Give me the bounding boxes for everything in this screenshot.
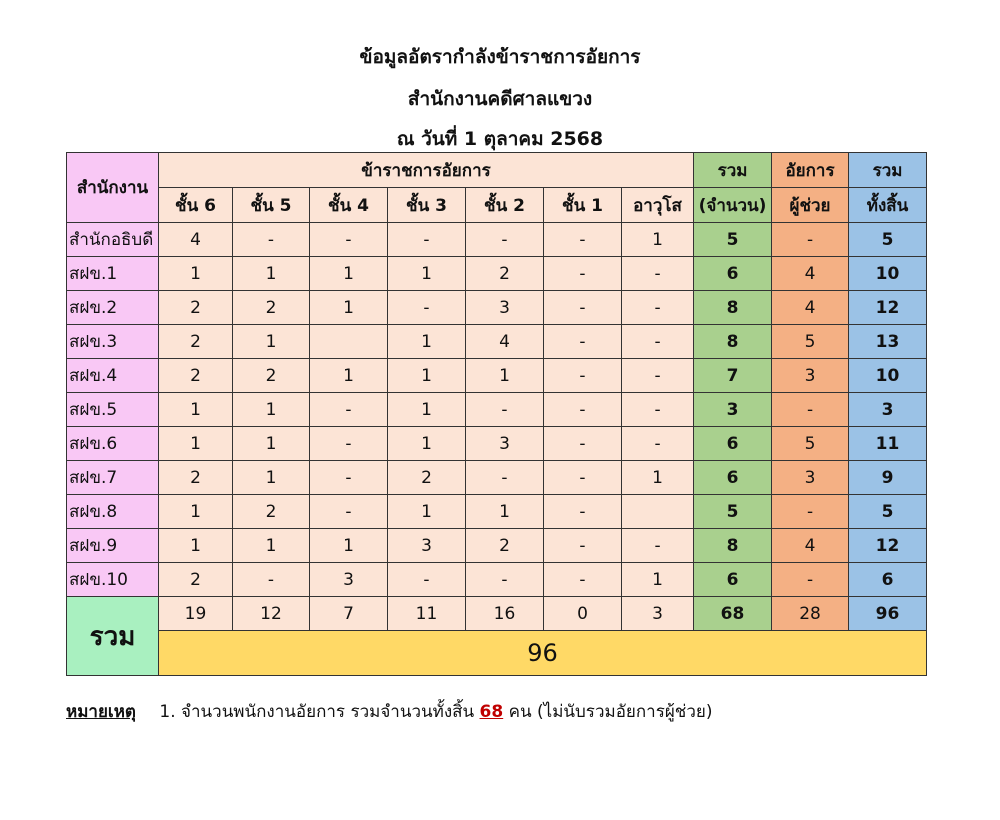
- level-count: 2: [466, 529, 544, 563]
- row-grand-total: 5: [849, 495, 927, 529]
- level-count: 2: [159, 325, 233, 359]
- page-subtitle: สำนักงานคดีศาลแขวง: [407, 88, 593, 110]
- assistant-count: 5: [772, 427, 849, 461]
- level-count: -: [622, 291, 694, 325]
- level-count: 1: [310, 359, 388, 393]
- row-grand-total: 12: [849, 291, 927, 325]
- sum-total: 68: [694, 597, 772, 631]
- level-count: [622, 495, 694, 529]
- header-total-line1: รวม: [694, 153, 772, 188]
- row-total: 5: [694, 495, 772, 529]
- header-level: ชั้น 4: [310, 188, 388, 223]
- level-count: 1: [388, 359, 466, 393]
- level-count: -: [310, 393, 388, 427]
- level-count: 1: [233, 393, 310, 427]
- footnote-label: หมายเหตุ: [66, 702, 136, 722]
- level-total: 0: [544, 597, 622, 631]
- header-level: ชั้น 5: [233, 188, 310, 223]
- office-name: สฝข.7: [67, 461, 159, 495]
- level-count: -: [466, 393, 544, 427]
- level-total: 12: [233, 597, 310, 631]
- header-level: ชั้น 3: [388, 188, 466, 223]
- overall-total: 96: [159, 631, 927, 676]
- level-count: 1: [388, 257, 466, 291]
- assistant-count: -: [772, 563, 849, 597]
- level-count: -: [622, 427, 694, 461]
- table-row: [67, 427, 927, 461]
- table-row: [67, 257, 927, 291]
- level-count: 1: [466, 495, 544, 529]
- level-count: -: [622, 393, 694, 427]
- table-row: [67, 563, 927, 597]
- level-count: -: [388, 291, 466, 325]
- row-grand-total: 12: [849, 529, 927, 563]
- row-total: 6: [694, 257, 772, 291]
- level-count: 4: [466, 325, 544, 359]
- level-count: -: [544, 359, 622, 393]
- row-total: 8: [694, 529, 772, 563]
- row-grand-total: 10: [849, 257, 927, 291]
- level-count: 1: [233, 461, 310, 495]
- table-row: [67, 223, 927, 257]
- assistant-count: -: [772, 393, 849, 427]
- level-count: 1: [159, 495, 233, 529]
- row-total: 7: [694, 359, 772, 393]
- row-total: 8: [694, 325, 772, 359]
- table-row: [67, 461, 927, 495]
- overall-row: [67, 631, 927, 676]
- row-total: 3: [694, 393, 772, 427]
- level-count: 2: [233, 291, 310, 325]
- footnote-number: 68: [479, 702, 504, 722]
- level-count: -: [544, 461, 622, 495]
- table-row: [67, 529, 927, 563]
- totals-label: รวม: [67, 597, 159, 676]
- level-count: -: [544, 223, 622, 257]
- totals-row: [67, 597, 927, 631]
- office-name: สฝข.3: [67, 325, 159, 359]
- level-count: -: [544, 325, 622, 359]
- row-total: 6: [694, 461, 772, 495]
- level-total: 11: [388, 597, 466, 631]
- level-count: -: [544, 563, 622, 597]
- level-count: 2: [159, 563, 233, 597]
- level-count: -: [310, 461, 388, 495]
- level-count: 1: [310, 291, 388, 325]
- level-count: -: [622, 257, 694, 291]
- level-count: 1: [310, 529, 388, 563]
- level-count: 3: [310, 563, 388, 597]
- level-count: 1: [388, 427, 466, 461]
- row-total: 5: [694, 223, 772, 257]
- table-row: [67, 393, 927, 427]
- level-count: -: [388, 563, 466, 597]
- row-total: 6: [694, 563, 772, 597]
- level-count: 3: [466, 427, 544, 461]
- level-count: -: [544, 257, 622, 291]
- level-count: -: [310, 223, 388, 257]
- level-count: 3: [388, 529, 466, 563]
- level-count: 2: [159, 461, 233, 495]
- level-count: -: [622, 359, 694, 393]
- level-count: -: [466, 461, 544, 495]
- footnote: [66, 698, 712, 725]
- office-name: สฝข.2: [67, 291, 159, 325]
- header-total-line2: (จำนวน): [694, 188, 772, 223]
- header-prosecutors: ข้าราชการอัยการ: [159, 153, 694, 188]
- level-count: 1: [159, 427, 233, 461]
- office-name: สฝข.1: [67, 257, 159, 291]
- office-name: สำนักอธิบดี: [67, 223, 159, 257]
- table-row: [67, 359, 927, 393]
- level-count: 1: [159, 257, 233, 291]
- level-count: -: [310, 495, 388, 529]
- level-count: 2: [466, 257, 544, 291]
- row-grand-total: 6: [849, 563, 927, 597]
- header-level: ชั้น 1: [544, 188, 622, 223]
- level-count: -: [544, 495, 622, 529]
- level-count: -: [622, 529, 694, 563]
- level-count: 1: [388, 325, 466, 359]
- page-date: ณ วันที่ 1 ตุลาคม 2568: [396, 128, 604, 150]
- level-count: 1: [622, 461, 694, 495]
- level-count: 2: [233, 495, 310, 529]
- footnote-text-after: คน (ไม่นับรวมอัยการผู้ช่วย): [508, 702, 713, 722]
- header-assistant-line2: ผู้ช่วย: [772, 188, 849, 223]
- level-count: 1: [233, 257, 310, 291]
- level-count: 1: [233, 325, 310, 359]
- level-count: 2: [159, 291, 233, 325]
- level-count: 1: [622, 563, 694, 597]
- level-count: -: [466, 223, 544, 257]
- level-count: 1: [388, 495, 466, 529]
- level-count: 1: [233, 427, 310, 461]
- assistant-count: 4: [772, 529, 849, 563]
- staffing-table: [66, 152, 927, 676]
- level-total: 16: [466, 597, 544, 631]
- table-row: [67, 325, 927, 359]
- office-name: สฝข.9: [67, 529, 159, 563]
- level-count: -: [233, 223, 310, 257]
- level-total: 19: [159, 597, 233, 631]
- office-name: สฝข.6: [67, 427, 159, 461]
- row-grand-total: 5: [849, 223, 927, 257]
- level-count: 2: [388, 461, 466, 495]
- level-count: 3: [466, 291, 544, 325]
- assistant-count: 4: [772, 291, 849, 325]
- assistant-count: 5: [772, 325, 849, 359]
- level-count: 1: [159, 393, 233, 427]
- level-count: -: [388, 223, 466, 257]
- level-count: -: [544, 291, 622, 325]
- header-level: ชั้น 6: [159, 188, 233, 223]
- level-count: 1: [466, 359, 544, 393]
- row-grand-total: 11: [849, 427, 927, 461]
- row-grand-total: 10: [849, 359, 927, 393]
- row-grand-total: 9: [849, 461, 927, 495]
- assistant-count: 3: [772, 461, 849, 495]
- level-count: -: [466, 563, 544, 597]
- header-office: สำนักงาน: [67, 153, 159, 223]
- footnote-text: 1. จำนวนพนักงานอัยการ รวมจำนวนทั้งสิ้น: [159, 702, 475, 722]
- level-count: 1: [310, 257, 388, 291]
- level-count: 1: [388, 393, 466, 427]
- level-count: -: [544, 393, 622, 427]
- level-count: 1: [159, 529, 233, 563]
- assistant-count: -: [772, 223, 849, 257]
- level-count: 1: [622, 223, 694, 257]
- header-level: ชั้น 2: [466, 188, 544, 223]
- office-name: สฝข.5: [67, 393, 159, 427]
- level-count: -: [233, 563, 310, 597]
- assistant-count: 3: [772, 359, 849, 393]
- level-count: -: [544, 529, 622, 563]
- header-grand-line2: ทั้งสิ้น: [849, 188, 927, 223]
- sum-grand: 96: [849, 597, 927, 631]
- level-count: 4: [159, 223, 233, 257]
- row-grand-total: 13: [849, 325, 927, 359]
- header-grand-line1: รวม: [849, 153, 927, 188]
- header-assistant-line1: อัยการ: [772, 153, 849, 188]
- level-count: 1: [233, 529, 310, 563]
- office-name: สฝข.8: [67, 495, 159, 529]
- level-total: 3: [622, 597, 694, 631]
- level-count: 2: [233, 359, 310, 393]
- assistant-count: -: [772, 495, 849, 529]
- table-row: [67, 495, 927, 529]
- level-count: [310, 325, 388, 359]
- row-total: 8: [694, 291, 772, 325]
- row-grand-total: 3: [849, 393, 927, 427]
- office-name: สฝข.10: [67, 563, 159, 597]
- row-total: 6: [694, 427, 772, 461]
- level-count: 2: [159, 359, 233, 393]
- level-total: 7: [310, 597, 388, 631]
- office-name: สฝข.4: [67, 359, 159, 393]
- level-count: -: [310, 427, 388, 461]
- sum-assistant: 28: [772, 597, 849, 631]
- level-count: -: [622, 325, 694, 359]
- page-title: ข้อมูลอัตรากำลังข้าราชการอัยการ: [359, 46, 641, 68]
- level-count: -: [544, 427, 622, 461]
- assistant-count: 4: [772, 257, 849, 291]
- header-level: อาวุโส: [622, 188, 694, 223]
- table-row: [67, 291, 927, 325]
